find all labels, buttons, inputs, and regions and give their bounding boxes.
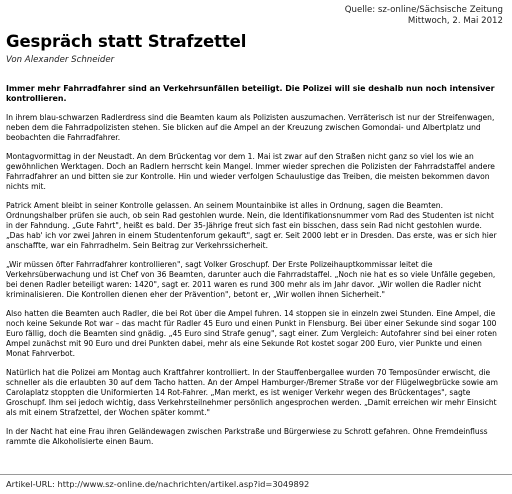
article-url[interactable]: Artikel-URL: http://www.sz-online.de/nachrichten/artikel.asp?id=3049892 [6, 479, 310, 489]
article-footer [0, 474, 512, 489]
article-author: Von Alexander Schneider [6, 55, 115, 65]
body-paragraph: Patrick Ament bleibt in seiner Kontrolle gelassen. An seinem Mountainbike ist alles in Ordnung, sagen die Beamten. Ordnungshalber prüfen sie auch, ob sein Rad gestohlen wurde. Nein, die Identifikationsnummer vom Rad des Studenten ist nicht in der Fahndung. „Gute Fahrt", heißt es bald. Der 35-Jährige freut sich fast ein bisschen, dass sein Rad nicht gestohlen wurde. „Das hab' ich vor zwei Jahren in einem Studentenforum gekauft", sagt er. Seit 2000 lebt er in Dresden. Das erste, was er sich hier anschaffte, war ein Fahrradhelm. Sein Beitrag zur Verkehrssicherheit. [6, 200, 497, 251]
source-label: Quelle: sz-online/Sächsische Zeitung [344, 5, 503, 15]
article-title: Gespräch statt Strafzettel [6, 32, 247, 51]
article-lead: Immer mehr Fahrradfahrer sind an Verkehrsunfällen beteiligt. Die Polizei will sie deshalb nun noch intensiver kontrollieren. [6, 84, 495, 104]
source-info [345, 5, 503, 27]
body-paragraph: Natürlich hat die Polizei am Montag auch Kraftfahrer kontrolliert. In der Stauffenbergallee wurden 70 Temposünder erwischt, die schneller als die erlaubten 30 auf dem Tacho hatten. An der Ampel Hamburger-/Bremer Straße vor der Flügelwegbrücke sowie am Carolaplatz stoppten die Uniformierten 14 Rot-Fahrer. „Man merkt, es ist weniger Verkehr wegen des Brückentages", sagte Groschupf. Ihm sei jedoch wichtig, dass Verkehrsteilnehmer persönlich angesprochen werden. „Damit erreichen wir mehr Einsicht als mit einem Strafzettel, der Wochen später kommt." [6, 367, 499, 418]
body-paragraph: Montagvormittag in der Neustadt. An dem Brückentag vor dem 1. Mai ist zwar auf den Straßen nicht ganz so viel los wie an gewöhnlichen Werktagen. Doch an Radlern herrscht kein Mangel. Immer wieder sprechen die Polizisten der Fahrradstaffel andere Fahrradfahrer an und bitten sie zur Kontrolle. Hin und wieder verfolgen Schaulustige das Treiben, die meisten bekommen davon nichts mit. [6, 151, 495, 192]
publication-date: Mittwoch, 2. Mai 2012 [407, 16, 503, 26]
article-body [6, 113, 502, 456]
body-paragraph: „Wir müssen öfter Fahrradfahrer kontrollieren", sagt Volker Groschupf. Der Erste Polizeihauptkommissar leitet die Verkehrsüberwachung und ist Chef von 36 Beamten, darunter auch die Fahrradstaffel. „Noch nie hat es so viele Unfälle gegeben, bei denen Radler beteiligt waren: 1420", sagt er. 2011 waren es rund 300 mehr als im Jahr davor. „Wir wollen die Radler nicht kriminalisieren. Die Kontrollen dienen eher der Prävention", betont er, „Wir wollen ihnen Sicherheit." [6, 259, 496, 300]
body-paragraph: Also hatten die Beamten auch Radler, die bei Rot über die Ampel fuhren. 14 stoppen sie in einzeln zwei Stunden. Eine Ampel, die noch keine Sekunde Rot war – das macht für Radler 45 Euro und einen Punkt in Flensburg. Bei über einer Sekunde sind sogar 100 Euro fällig, doch die Beamten sind gnädig. „45 Euro sind Strafe genug", sagt einer. Zum Vergleich: Autofahrer sind bei einer roten Ampel zunächst mit 90 Euro und drei Punkten dabei, mehr als eine Sekunde Rot kostet sogar 200 Euro, vier Punkte und einen Monat Fahrverbot. [6, 308, 497, 359]
body-paragraph: In ihrem blau-schwarzen Radlerdress sind die Beamten kaum als Polizisten auszumachen. Verräterisch ist nur der Streifenwagen, neben dem die Fahrradpolizisten stehen. Sie blicken auf die Ampel an der Kreuzung zwischen Gomondai- und Albertplatz und beobachten die Fahrradfahrer. [6, 113, 495, 143]
body-paragraph: In der Nacht hat eine Frau ihren Geländewagen zwischen Parkstraße und Bürgerwiese zu Schrott gefahren. Ohne Fremdeinfluss rammte die Alkoholisierte einen Baum. [6, 427, 488, 447]
